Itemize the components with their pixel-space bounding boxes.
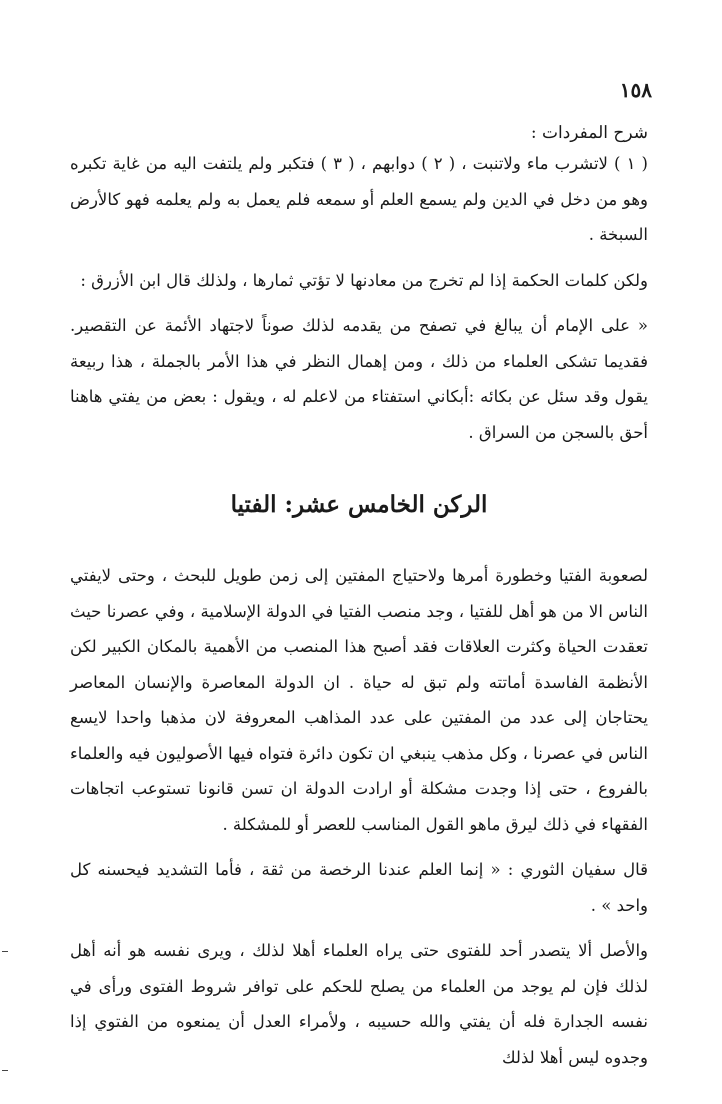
scan-edge-mark xyxy=(2,951,8,952)
vocab-label: شرح المفردات : xyxy=(530,123,648,143)
section-heading-wrap xyxy=(70,488,648,522)
vocab-paragraph: ( ١ ) لاتشرب ماء ولاتنبت ، ( ٢ ) دوابهم ، ( ٣ ) فتكبر ولم يلتفت اليه من غاية تكبره وهو من دخل في الدين ولم يسمع العلم أو سمعه فلم يعمل به ولم يعلمه فهو كالأرض السبخة . xyxy=(70,154,648,244)
scan-edge-mark xyxy=(2,1070,8,1071)
quote-paragraph: « على الإمام أن يبالغ في تصفح من يقدمه لذلك صوناً لاجتهاد الأئمة عن التقصير. فقديما تشكى العلماء من ذلك ، ومن إهمال النظر في هذا الأمر بالجملة ، هذا ربيعة يقول وقد سئل عن بكائه :أبكاني استفتاء من لاعلم له ، ويقول : بعض من يفتي هاهنا أحق بالسجن من السراق . xyxy=(70,316,648,442)
principle-paragraph: والأصل ألا يتصدر أحد للفتوى حتى يراه العلماء أهلا لذلك ، ويرى نفسه هو أنه أهل لذلك فإن لم يوجد من العلماء من يصلح للحكم على توافر شروط الفتوى ورأى في نفسه الجدارة فله أن يفتي والله حسيبه ، ولأمراء العدل أن يمنعوه من الفتوي إذا وجدوه ليس أهلا لذلك xyxy=(70,941,648,1067)
section-heading: الركن الخامس عشر: الفتيا xyxy=(230,491,488,518)
fatwa-paragraph: لصعوبة الفتيا وخطورة أمرها ولاحتياج المفتين إلى زمن طويل للبحث ، وحتى لايفتي الناس الا من هو أهل للفتيا ، وجد منصب الفتيا في الدولة الإسلامية ، وفي عصرنا حيث تعقدت الحياة وكثرت العلاقات فقد أصبح هذا المنصب من الأهمية بالمكان الكبير لكن الأنظمة الفاسدة أماتته ولم تبق له حياة . ان الدولة المعاصرة والإنسان المعاصر يحتاجان إلى عدد من المفتين على عدد المذاهب المعروفة لان مذهبا واحدا لايسع الناس في عصرنا ، وكل مذهب ينبغي ان تكون دائرة فتواه فيها الأصوليون فيه والعلماء بالفروع ، حتى إذا وجدت مشكلة أو ارادت الدولة ان تسن قانونا تستوعب اتجاهات الفقهاء في ذلك ليرق ماهو القول المناسب للعصر أو للمشكلة . xyxy=(70,566,648,834)
page-content xyxy=(70,120,648,1075)
thawri-quote-paragraph: قال سفيان الثوري : « إنما العلم عندنا الرخصة من ثقة ، فأما التشديد فيحسنه كل واحد » . xyxy=(70,860,648,915)
page-number: ١٥٨ xyxy=(619,78,652,102)
wisdom-paragraph: ولكن كلمات الحكمة إذا لم تخرج من معادنها لا تؤتي ثمارها ، ولذلك قال ابن الأزرق : xyxy=(80,270,648,290)
